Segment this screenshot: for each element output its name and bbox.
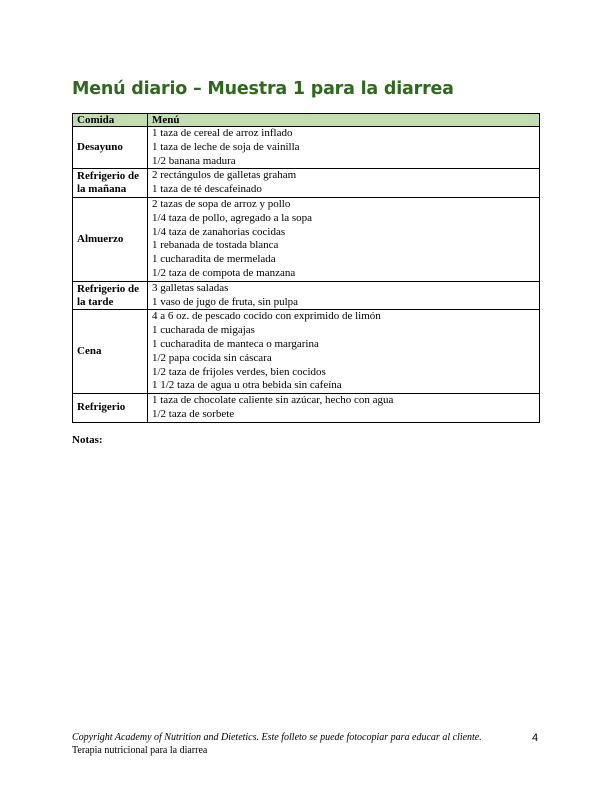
- column-header-comida: Comida: [73, 114, 148, 127]
- menu-item: 1 taza de té descafeinado: [152, 183, 262, 196]
- page-number: 4: [532, 732, 539, 744]
- meal-items: [148, 127, 540, 169]
- table-row: [73, 394, 540, 423]
- table-row: [73, 197, 540, 281]
- table-row: [73, 310, 540, 394]
- meal-name: Refrigerio de la tarde: [73, 281, 148, 310]
- menu-item: 1/2 papa cocida sin cáscara: [152, 351, 272, 364]
- menu-item: 1/2 taza de sorbete: [152, 407, 235, 420]
- table-row: [73, 169, 540, 198]
- menu-item: 1 cucharadita de manteca o margarina: [152, 337, 319, 350]
- meal-name: Cena: [73, 310, 148, 394]
- footer-handout-title: Terapia nutricional para la diarrea: [72, 745, 208, 756]
- menu-item: 1/2 taza de frijoles verdes, bien cocidos: [152, 365, 326, 378]
- meal-name: Almuerzo: [73, 197, 148, 281]
- menu-item: 1/2 banana madura: [152, 154, 236, 167]
- meal-items: [148, 394, 540, 423]
- menu-item: 2 tazas de sopa de arroz y pollo: [152, 197, 291, 210]
- menu-item: 3 galletas saladas: [152, 281, 229, 294]
- menu-item: 1 cucharada de migajas: [152, 324, 255, 337]
- meal-items: [148, 310, 540, 394]
- menu-item: 1/4 taza de pollo, agregado a la sopa: [152, 211, 313, 224]
- meal-items: [148, 169, 540, 198]
- menu-item: 2 rectángulos de galletas graham: [152, 169, 297, 182]
- table-row: [73, 127, 540, 169]
- meal-items: [148, 281, 540, 310]
- meal-name: Refrigerio de la mañana: [73, 169, 148, 198]
- column-header-menu: Menú: [148, 114, 540, 127]
- page-title: Menú diario – Muestra 1 para la diarrea: [72, 79, 454, 99]
- menu-table-body: [73, 127, 540, 423]
- menu-item: 1 vaso de jugo de fruta, sin pulpa: [152, 295, 299, 308]
- meal-name: Refrigerio: [73, 394, 148, 423]
- menu-table: [72, 113, 540, 423]
- menu-item: 1 1/2 taza de agua u otra bebida sin cafeína: [152, 379, 342, 392]
- menu-item: 4 a 6 oz. de pescado cocido con exprimido de limón: [152, 310, 381, 323]
- menu-item: 1 taza de chocolate caliente sin azúcar, hecho con agua: [152, 394, 394, 407]
- menu-item: 1/2 taza de compota de manzana: [152, 266, 296, 279]
- footer-copyright: Copyright Academy of Nutrition and Dietetics. Este folleto se puede fotocopiar para educar al cliente.: [72, 732, 482, 743]
- meal-items: [148, 197, 540, 281]
- notes-label: Notas:: [72, 434, 103, 446]
- meal-name: Desayuno: [73, 127, 148, 169]
- table-row: [73, 281, 540, 310]
- menu-item: 1/4 taza de zanahorias cocidas: [152, 225, 286, 238]
- table-header-row: [73, 114, 540, 127]
- menu-item: 1 taza de cereal de arroz inflado: [152, 127, 293, 139]
- menu-item: 1 cucharadita de mermelada: [152, 253, 276, 266]
- menu-item: 1 rebanada de tostada blanca: [152, 239, 279, 252]
- footer: [72, 731, 502, 757]
- menu-item: 1 taza de leche de soja de vainilla: [152, 140, 300, 153]
